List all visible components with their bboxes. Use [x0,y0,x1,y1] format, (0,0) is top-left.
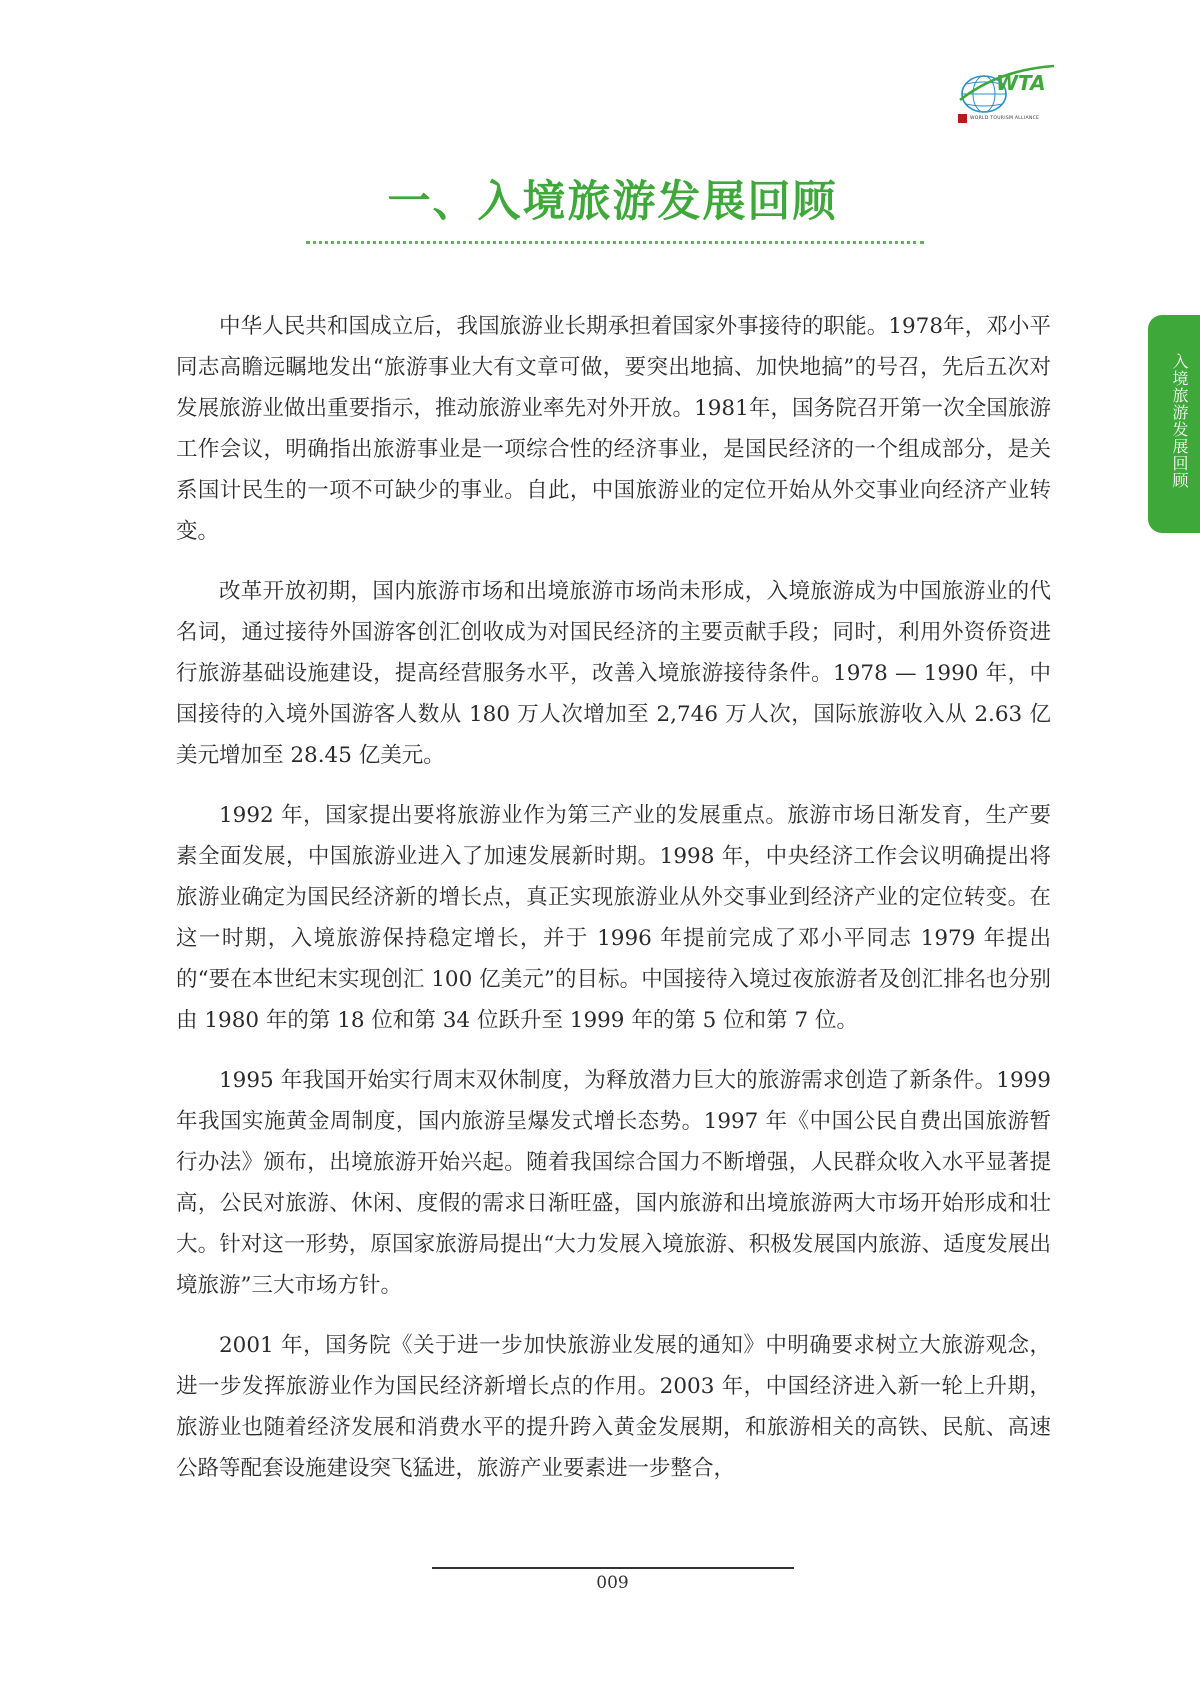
paragraph-3: 1992 年，国家提出要将旅游业作为第三产业的发展重点。旅游市场日渐发育，生产要素全面发展，中国旅游业进入了加速发展新时期。1998 年，中央经济工作会议明确提出将旅游业确定为国民经济新的增长点，真正实现旅游业从外交事业到经济产业的定位转变。在这一时期，入境旅游保持稳定增长，并于 1996 年提前完成了邓小平同志 1979 年提出的“要在本世纪末实现创汇 100 亿美元”的目标。中国接待入境过夜旅游者及创汇排名也分别由 1980 年的第 18 位和第 34 位跃升至 1999 年的第 5 位和第 7 位。 [176,803,1051,1033]
logo-mark: WTA [996,71,1046,95]
side-tab-label: 入境旅游发展回顾 [1170,353,1189,489]
paragraph-1: 中华人民共和国成立后，我国旅游业长期承担着国家外事接待的职能。1978年，邓小平同志高瞻远瞩地发出“旅游事业大有文章可做，要突出地搞、加快地搞”的号召，先后五次对发展旅游业做出重要指示，推动旅游业率先对外开放。1981年，国务院召开第一次全国旅游工作会议，明确指出旅游事业是一项综合性的经济事业，是国民经济的一个组成部分，是关系国计民生的一项不可缺少的事业。自此，中国旅游业的定位开始从外交事业向经济产业转变。 [176,314,1051,544]
paragraph-2: 改革开放初期，国内旅游市场和出境旅游市场尚未形成，入境旅游成为中国旅游业的代名词，通过接待外国游客创汇创收成为对国民经济的主要贡献手段；同时，利用外资侨资进行旅游基础设施建设，提高经营服务水平，改善入境旅游接待条件。1978 — 1990 年，中国接待的入境外国游客人数从 180 万人次增加至 2,746 万人次，国际旅游收入从 2.63 亿美元增加至 28.45 亿美元。 [176,579,1051,768]
globe-logo-icon [958,60,1060,116]
seal-icon [958,114,967,123]
side-section-tab [1148,315,1200,533]
paragraph-5: 2001 年，国务院《关于进一步加快旅游业发展的通知》中明确要求树立大旅游观念，进一步发挥旅游业作为国民经济新增长点的作用。2003 年，中国经济进入新一轮上升期，旅游业也随着经济发展和消费水平的提升跨入黄金发展期，和旅游相关的高铁、民航、高速公路等配套设施建设突飞猛进，旅游产业要素进一步整合， [176,1333,1051,1481]
footer-divider [432,1567,794,1569]
wta-logo [958,60,1060,132]
page-title: 一、入境旅游发展回顾 [387,177,838,227]
paragraph-4: 1995 年我国开始实行周末双休制度，为释放潜力巨大的旅游需求创造了新条件。1999 年我国实施黄金周制度，国内旅游呈爆发式增长态势。1997 年《中国公民自费出国旅游暂行办法》颁布，出境旅游开始兴起。随着我国综合国力不断增强，人民群众收入水平显著提高，公民对旅游、休闲、度假的需求日渐旺盛，国内旅游和出境旅游两大市场开始形成和壮大。针对这一形势，原国家旅游局提出“大力发展入境旅游、积极发展国内旅游、适度发展出境旅游”三大市场方针。 [176,1068,1051,1298]
logo-text: WORLD TOURISM ALLIANCE [970,116,1040,121]
page-number: 009 [596,1573,629,1593]
body-text [176,306,1051,1508]
title-divider [306,241,924,244]
